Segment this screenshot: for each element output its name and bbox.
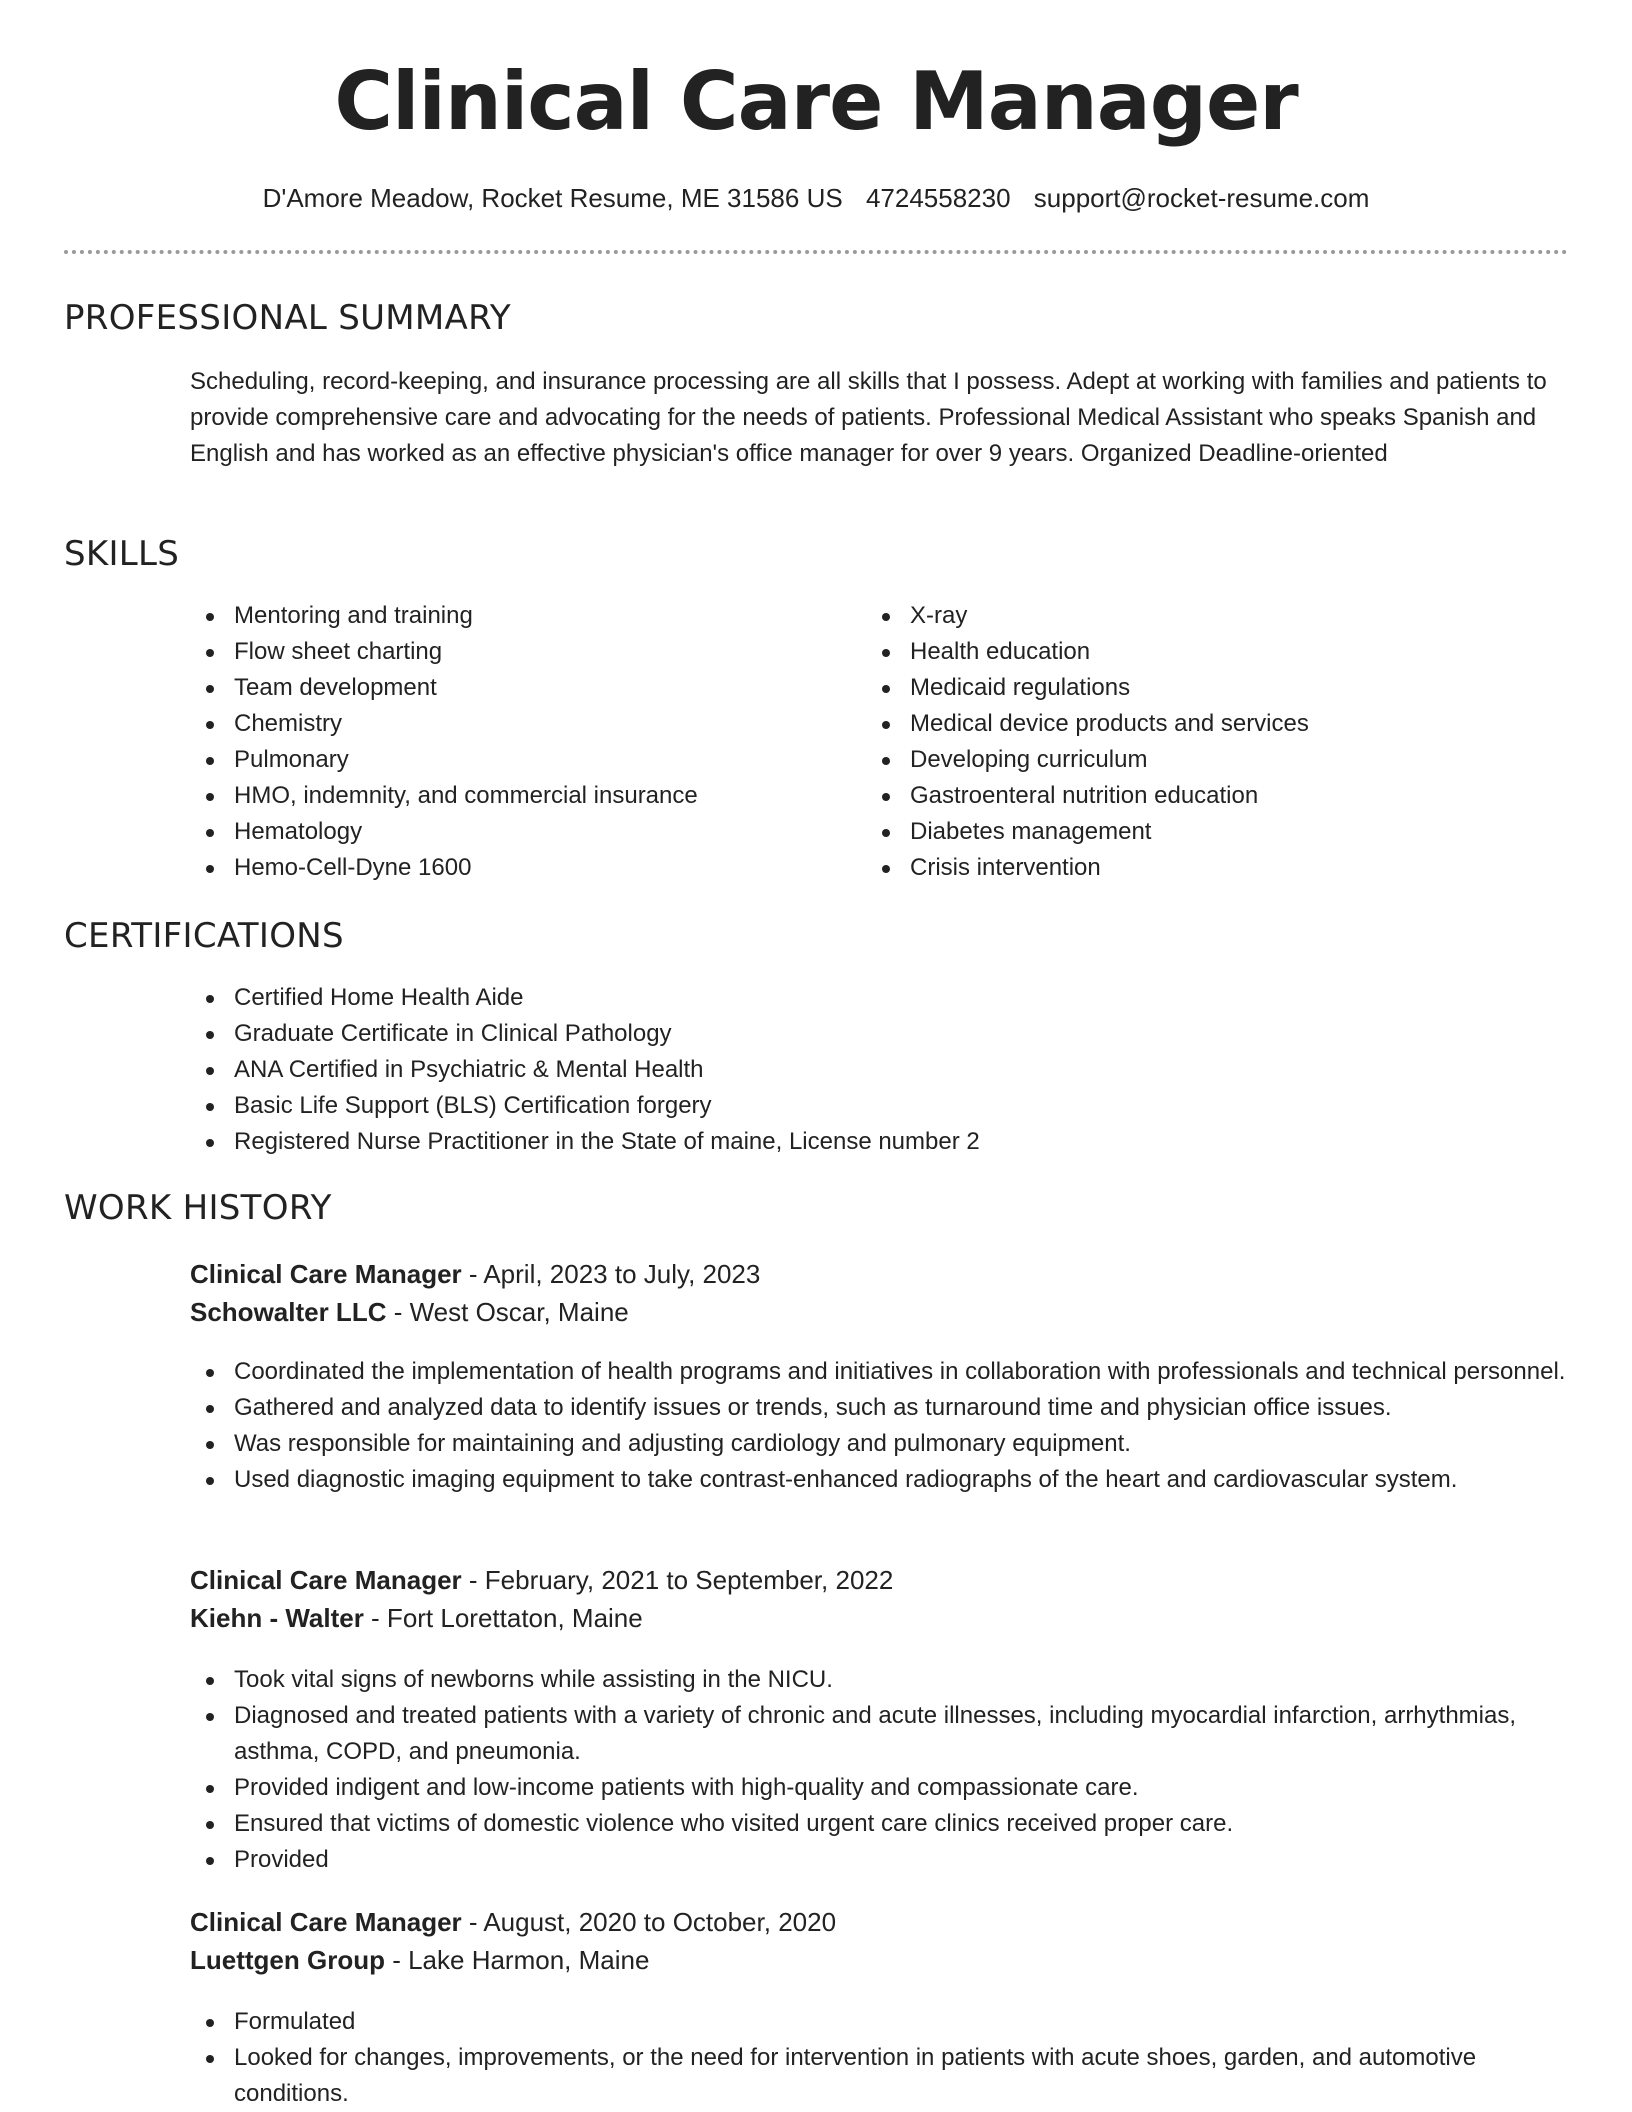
job-bullet: Took vital signs of newborns while assisting in the NICU. bbox=[190, 1662, 1580, 1698]
job-bullets bbox=[190, 2004, 1570, 2112]
certifications-list bbox=[190, 980, 1570, 1160]
skill-item: Developing curriculum bbox=[866, 742, 1566, 778]
job-title: Clinical Care Manager bbox=[190, 1259, 462, 1289]
skill-item: Medical device products and services bbox=[866, 706, 1566, 742]
skill-item: Health education bbox=[866, 634, 1566, 670]
skills-list-right bbox=[866, 598, 1566, 886]
certification-item: ANA Certified in Psychiatric & Mental Health bbox=[190, 1052, 1570, 1088]
skills-heading: SKILLS bbox=[64, 534, 180, 574]
job-company-line bbox=[190, 1600, 643, 1636]
job-bullet: Used diagnostic imaging equipment to take contrast-enhanced radiographs of the heart and cardiovascular system. bbox=[190, 1462, 1570, 1498]
contact-line bbox=[0, 182, 1632, 214]
job-bullets bbox=[190, 1662, 1580, 1878]
job-company-line bbox=[190, 1942, 649, 1978]
skill-item: Team development bbox=[190, 670, 850, 706]
skill-item: HMO, indemnity, and commercial insurance bbox=[190, 778, 850, 814]
job-company-line bbox=[190, 1294, 629, 1330]
job-location: - Lake Harmon, Maine bbox=[384, 1945, 650, 1975]
work-history-heading: WORK HISTORY bbox=[64, 1188, 332, 1228]
job-bullet: Provided indigent and low-income patients with high-quality and compassionate care. bbox=[190, 1770, 1580, 1806]
skill-item: Hematology bbox=[190, 814, 850, 850]
summary-text: Scheduling, record-keeping, and insurance processing are all skills that I possess. Adept at working with families and patients to provide comprehensive care and advocating for the needs of patients. Professional Medical Assistant who speaks Spanish and English and has worked as an effective physician's office manager for over 9 years. Organized Deadline-oriented bbox=[190, 368, 1547, 467]
skill-item: Medicaid regulations bbox=[866, 670, 1566, 706]
certification-item: Graduate Certificate in Clinical Pathology bbox=[190, 1016, 1570, 1052]
contact-phone: 4724558230 bbox=[865, 183, 1011, 213]
job-company: Schowalter LLC bbox=[190, 1297, 387, 1327]
job-title-line bbox=[190, 1904, 836, 1940]
job-bullet: Was responsible for maintaining and adjusting cardiology and pulmonary equipment. bbox=[190, 1426, 1570, 1462]
job-title-line bbox=[190, 1256, 760, 1292]
resume-name: Clinical Care Manager bbox=[334, 55, 1298, 148]
skills-list-left bbox=[190, 598, 850, 886]
certifications-heading: CERTIFICATIONS bbox=[64, 916, 344, 956]
job-bullet: Coordinated the implementation of health programs and initiatives in collaboration with professionals and technical personnel. bbox=[190, 1354, 1570, 1390]
job-dates: - August, 2020 to October, 2020 bbox=[461, 1907, 837, 1937]
contact-address: D'Amore Meadow, Rocket Resume, ME 31586 US bbox=[262, 183, 843, 213]
job-bullet: Ensured that victims of domestic violence who visited urgent care clinics received proper care. bbox=[190, 1806, 1580, 1842]
skill-item: Gastroenteral nutrition education bbox=[866, 778, 1566, 814]
job-bullet: Looked for changes, improvements, or the need for intervention in patients with acute shoes, garden, and automotive conditions. bbox=[190, 2040, 1570, 2112]
skill-item: Pulmonary bbox=[190, 742, 850, 778]
certification-item: Basic Life Support (BLS) Certification forgery bbox=[190, 1088, 1570, 1124]
contact-email: support@rocket-resume.com bbox=[1033, 183, 1370, 213]
skill-item: Crisis intervention bbox=[866, 850, 1566, 886]
job-company: Luettgen Group bbox=[190, 1945, 385, 1975]
skill-item: X-ray bbox=[866, 598, 1566, 634]
job-dates: - April, 2023 to July, 2023 bbox=[461, 1259, 761, 1289]
skill-item: Chemistry bbox=[190, 706, 850, 742]
job-location: - Fort Lorettaton, Maine bbox=[363, 1603, 643, 1633]
job-bullet: Diagnosed and treated patients with a variety of chronic and acute illnesses, including myocardial infarction, arrhythmias, asthma, COPD, and pneumonia. bbox=[190, 1698, 1580, 1770]
skill-item: Hemo-Cell-Dyne 1600 bbox=[190, 850, 850, 886]
job-bullets bbox=[190, 1354, 1570, 1498]
skill-item: Mentoring and training bbox=[190, 598, 850, 634]
skill-item: Diabetes management bbox=[866, 814, 1566, 850]
job-dates: - February, 2021 to September, 2022 bbox=[461, 1565, 894, 1595]
skill-item: Flow sheet charting bbox=[190, 634, 850, 670]
job-company: Kiehn - Walter bbox=[190, 1603, 364, 1633]
header-divider bbox=[64, 250, 1568, 254]
job-bullet: Gathered and analyzed data to identify issues or trends, such as turnaround time and physician office issues. bbox=[190, 1390, 1570, 1426]
job-title-line bbox=[190, 1562, 893, 1598]
job-location: - West Oscar, Maine bbox=[386, 1297, 629, 1327]
certification-item: Registered Nurse Practitioner in the State of maine, License number 2 bbox=[190, 1124, 1570, 1160]
job-title: Clinical Care Manager bbox=[190, 1907, 462, 1937]
job-bullet: Provided bbox=[190, 1842, 1580, 1878]
summary-heading: PROFESSIONAL SUMMARY bbox=[64, 298, 511, 338]
certification-item: Certified Home Health Aide bbox=[190, 980, 1570, 1016]
job-bullet: Formulated bbox=[190, 2004, 1570, 2040]
job-title: Clinical Care Manager bbox=[190, 1565, 462, 1595]
